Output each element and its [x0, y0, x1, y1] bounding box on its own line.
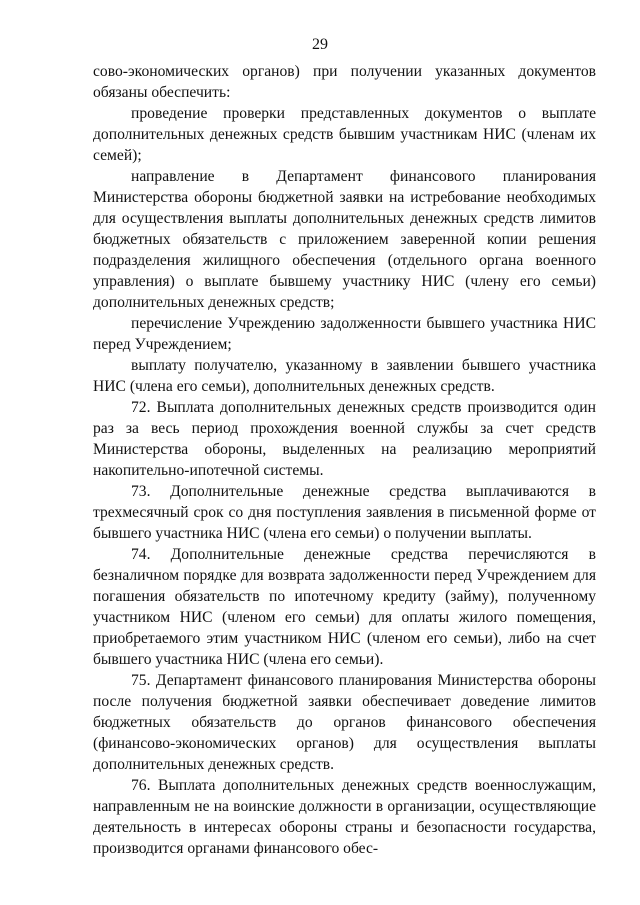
paragraph-item-73: 73. Дополнительные денежные средства выплачиваются в трехмесячный срок со дня поступления заявления в письменной форме от бывшего участника НИС (члена его семьи) о получении выплаты.: [93, 483, 596, 542]
paragraph-continuation: сово-экономических органов) при получении указанных документов обязаны обеспечить:: [93, 63, 596, 101]
paragraph-item-72: 72. Выплата дополнительных денежных средств производится один раз за весь период прохождения военной службы за счет средств Министерства обороны, выделенных на реализацию мероприятий накопительно-ипотечной системы.: [93, 399, 596, 479]
paragraph-budget-request: направление в Департамент финансового планирования Министерства обороны бюджетной заявки на истребование необходимых для осуществления выплаты дополнительных денежных средств лимитов бюджетных обязательств с приложением заверенной копии решения подразделения жилищного обеспечения (отдельного органа военного управления) о выплате бывшему участнику НИС (члену его семьи) дополнительных денежных средств;: [93, 168, 596, 311]
paragraph-payment-recipient: выплату получателю, указанному в заявлении бывшего участника НИС (члена его семьи), дополнительных денежных средств.: [93, 357, 596, 395]
paragraph-item-76: 76. Выплата дополнительных денежных средств военнослужащим, направленным не на воинские должности в организации, осуществляющие деятельность в интересах обороны страны и безопасности государства, производится органами финансового обес-: [93, 777, 596, 857]
paragraph-item-74: 74. Дополнительные денежные средства перечисляются в безналичном порядке для возврата задолженности перед Учреждением для погашения обязательств по ипотечному кредиту (займу), полученному участником НИС (членом его семьи) для оплаты жилого помещения, приобретаемого этим участником НИС (членом его семьи), либо на счет бывшего участника НИС (члена его семьи).: [93, 546, 596, 668]
paragraph-item-75: 75. Департамент финансового планирования Министерства обороны после получения бюджетной заявки обеспечивает доведение лимитов бюджетных обязательств до органов финансового обеспечения (финансово-экономических органов) для осуществления выплаты дополнительных денежных средств.: [93, 672, 596, 773]
document-body: [93, 61, 596, 859]
page-number: 29: [312, 36, 328, 53]
paragraph-check-documents: проведение проверки представленных документов о выплате дополнительных денежных средств бывшим участникам НИС (членам их семей);: [93, 105, 596, 164]
paragraph-debt-transfer: перечисление Учреждению задолженности бывшего участника НИС перед Учреждением;: [93, 315, 596, 353]
